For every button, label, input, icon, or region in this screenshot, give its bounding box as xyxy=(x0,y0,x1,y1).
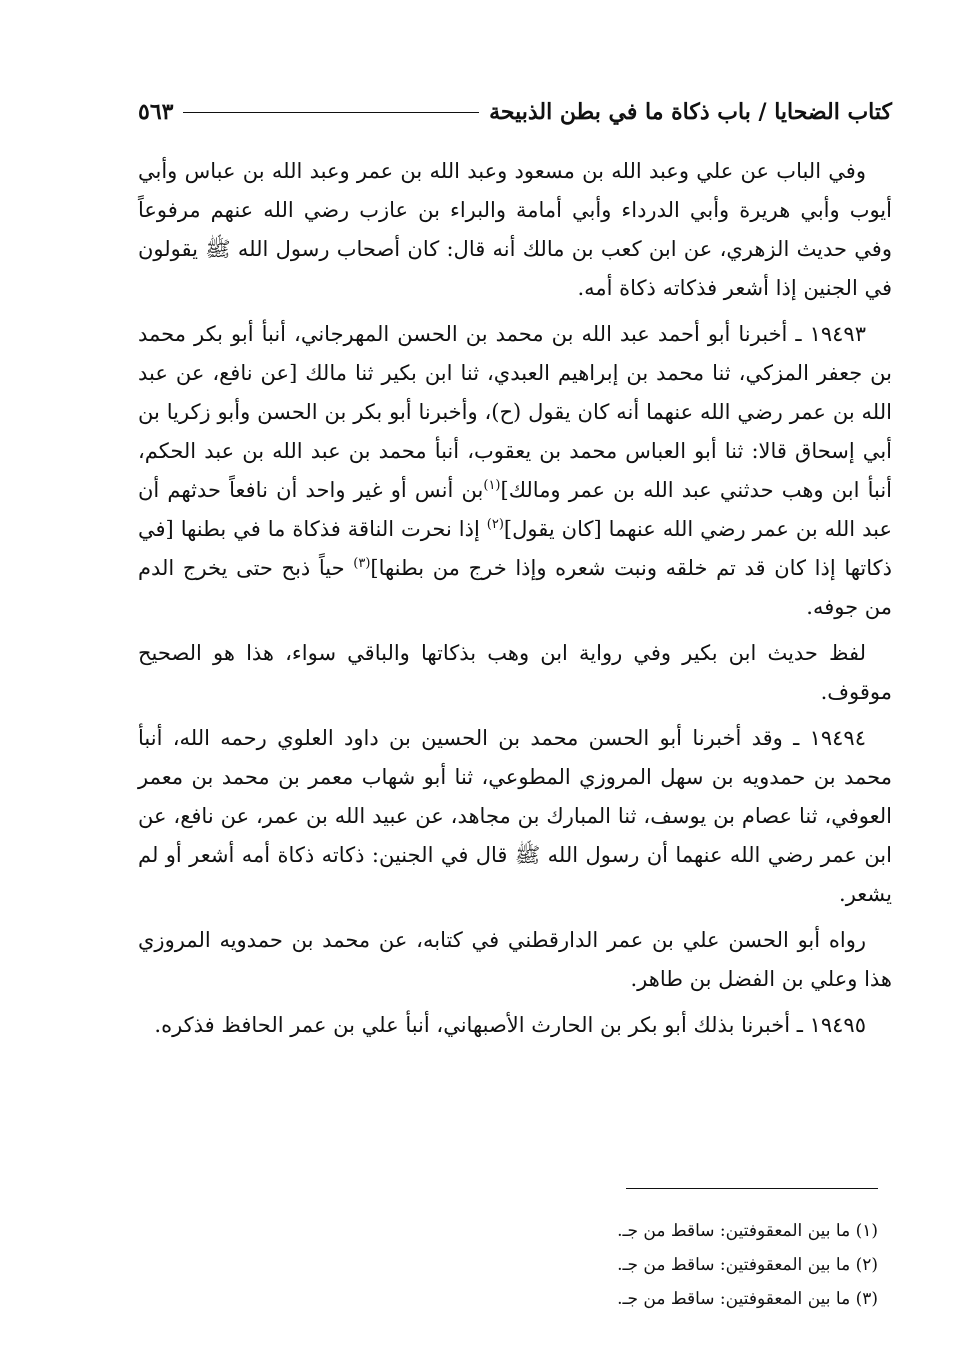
paragraph-text: حياً ذبح حتى يخرج الدم من جوفه. xyxy=(138,556,892,619)
paragraph xyxy=(138,719,892,914)
footnotes xyxy=(138,1214,878,1316)
main-text xyxy=(138,152,892,1052)
paragraph-text: وفي الباب عن علي وعبد الله بن مسعود وعبد الله بن عمر وعبد الله بن عباس وأبي أيوب وأبي هريرة وأبي الدرداء وأبي أمامة والبراء بن عازب رضي الله عنهم مرفوعاً وفي حديث الزهري، عن ابن كعب بن مالك أنه قال: كان أصحاب رسول الله ﷺ يقولون في الجنين إذا أشعر فذكاته ذكاة أمه. xyxy=(138,159,892,300)
footnote-separator xyxy=(626,1188,878,1189)
paragraph-text: ١٩٤٩٥ ـ أخبرنا بذلك أبو بكر بن الحارث الأصبهاني، أنبأ علي بن عمر الحافظ فذكره. xyxy=(154,1013,866,1037)
header-rule xyxy=(183,112,479,113)
paragraph xyxy=(138,1006,892,1045)
paragraph-text: إذا نحرت الناقة فذكاة ما في بطنها [في ذكاتها إذا كان قد تم خلقه ونبت شعره وإذا خرج من بطنها] xyxy=(138,517,893,580)
paragraph-text: ١٩٤٩٣ ـ أخبرنا أبو أحمد عبد الله بن محمد بن الحسن المهرجاني، أنبأ أبو بكر محمد بن جعفر المزكي، ثنا محمد بن إبراهيم العبدي، ثنا ابن بكير ثنا مالك [عن نافع، عن عبد الله بن عمر رضي الله عنهما أنه كان يقول (ح)، وأخبرنا أبو بكر بن الحسن وأبو زكريا بن أبي إسحاق قالا: ثنا أبو العباس محمد بن يعقوب، أنبأ محمد بن عبد الله بن عبد الحكم، أنبأ ابن وهب حدثني عبد الله بن عمر ومالك] xyxy=(138,322,892,502)
paragraph-text: بن أنس أو غير واحد أن نافعاً حدثهم أن عبد الله بن عمر رضي الله عنهما [كان يقول] xyxy=(138,478,892,541)
footnote-marker: (١) xyxy=(483,478,501,493)
page-number: ٥٦٣ xyxy=(138,99,174,125)
paragraph-text: ١٩٤٩٤ ـ وقد أخبرنا أبو الحسن محمد بن الحسين بن داود العلوي رحمه الله، أنبأ محمد بن حمدويه بن سهل المروزي المطوعي، ثنا أبو شهاب معمر بن محمد بن معمر العوفي، ثنا عصام بن يوسف، ثنا المبارك بن مجاهد، عن عبيد الله بن عمر، عن نافع، عن ابن عمر رضي الله عنهما أن رسول الله ﷺ قال في الجنين: ذكاته ذكاة أمه أشعر أو لم يشعر. xyxy=(138,726,892,906)
paragraph-text: رواه أبو الحسن علي بن عمر الدارقطني في كتابه، عن محمد بن حمدويه المروزي هذا وعلي بن الفضل بن طاهر. xyxy=(138,928,892,991)
footnote: (٢) ما بين المعقوفتين: ساقط من جـ. xyxy=(617,1255,878,1275)
paragraph xyxy=(138,634,892,712)
paragraph xyxy=(138,921,892,999)
footnote-marker: (٣) xyxy=(353,556,371,571)
footnote-marker: (٢) xyxy=(486,517,504,532)
footnote: (١) ما بين المعقوفتين: ساقط من جـ. xyxy=(617,1221,878,1241)
running-header xyxy=(138,92,892,132)
chapter-title: كتاب الضحايا / باب ذكاة ما في بطن الذبيحة xyxy=(489,99,892,125)
paragraph-text: لفظ حديث ابن بكير وفي رواية ابن وهب بذكاتها والباقي سواء، هذا هو الصحيح موقوف. xyxy=(138,641,892,704)
paragraph xyxy=(138,152,892,308)
paragraph xyxy=(138,315,892,627)
footnote: (٣) ما بين المعقوفتين: ساقط من جـ. xyxy=(617,1289,878,1309)
